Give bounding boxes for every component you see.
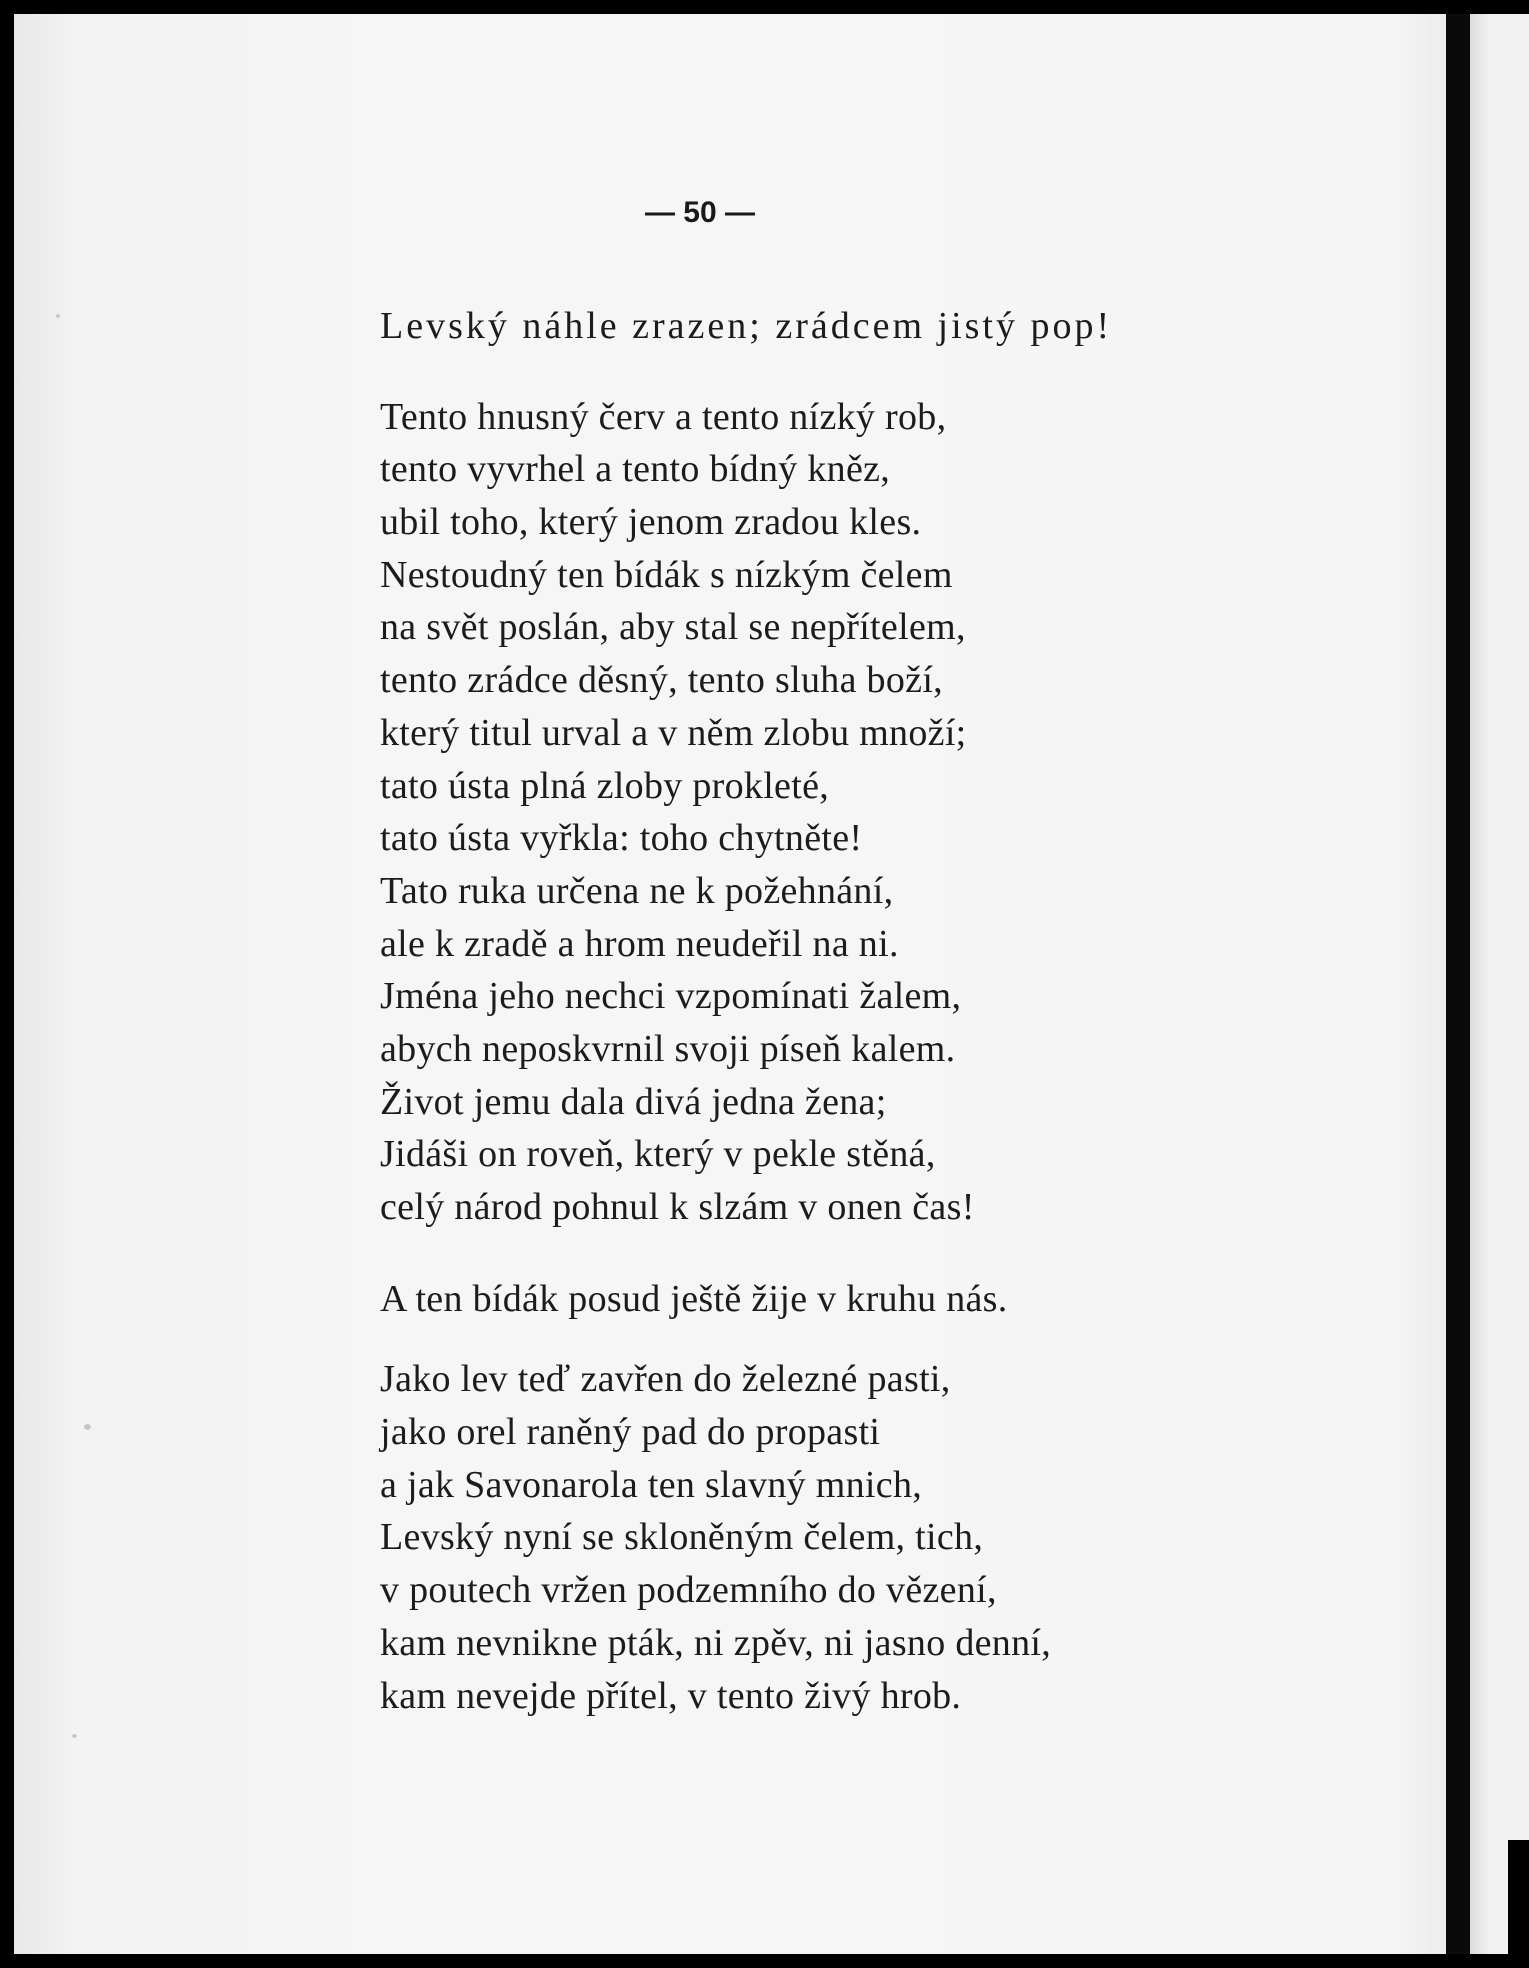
poem-text [380,300,1260,1722]
poem-line: A ten bídák posud ještě žije v kruhu nás. [380,1277,1008,1320]
stanza-3 [380,1273,1260,1326]
poem-line: tento vyvrhel a tento bídný kněz, [380,448,891,491]
poem-line: Jména jeho nechci vzpomínati žalem, [380,975,962,1018]
facing-page-shadow [1508,1840,1529,1968]
page-number: — 50 — [644,196,756,229]
poem-line: na svět poslán, aby stal se nepřítelem, [380,606,966,649]
poem-line: Jidáši on roveň, který v pekle stěná, [380,1133,936,1176]
poem-line: Tento hnusný červ a tento nízký rob, [380,395,947,438]
poem-line: ubil toho, který jenom zradou kles. [380,501,922,544]
poem-line: Nestoudný ten bídák s nízkým čelem [380,553,953,596]
poem-line: a jak Savonarola ten slavný mnich, [380,1463,923,1506]
poem-line: tento zrádce děsný, tento sluha boží, [380,659,943,702]
paper-speck [84,1424,91,1430]
poem-line: tato ústa plná zloby prokleté, [380,764,830,807]
poem-line: Jako lev teď zavřen do železné pasti, [380,1358,951,1401]
poem-line: který titul urval a v něm zlobu množí; [380,711,967,754]
stanza-1 [380,300,1260,353]
poem-line: Život jemu dala divá jedna žena; [380,1080,887,1123]
paper-speck [72,1734,77,1738]
poem-line: tato ústa vyřkla: toho chytněte! [380,817,863,860]
stanza-2 [380,391,1260,1234]
book-spine-gutter [1446,14,1470,1954]
facing-page-edge [1470,14,1529,1954]
poem-line: celý národ pohnul k slzám v onen čas! [380,1186,975,1228]
paper-speck [56,314,60,318]
poem-line: v poutech vržen podzemního do vězení, [380,1569,997,1612]
poem-line: kam nevnikne pták, ni zpěv, ni jasno denní, [380,1621,1052,1664]
poem-line: kam nevejde přítel, v tento živý hrob. [380,1674,962,1717]
poem-line: Levský nyní se skloněným čelem, tich, [380,1516,984,1559]
poem-line: jako orel raněný pad do propasti [380,1411,881,1454]
poem-line: Levský náhle zrazen; zrádcem jistý pop! [380,305,1113,347]
poem-line: ale k zradě a hrom neudeřil na ni. [380,922,899,965]
poem-line: Tato ruka určena ne k požehnání, [380,869,894,912]
stanza-4 [380,1353,1260,1722]
poem-line: abych neposkvrnil svoji píseň kalem. [380,1027,956,1070]
